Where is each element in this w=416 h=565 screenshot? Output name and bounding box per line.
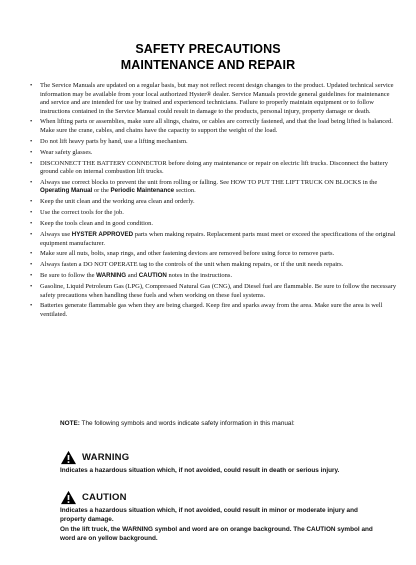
item-text: section.	[174, 187, 196, 195]
item-text: Gasoline, Liquid Petroleum Gas (LPG), Compressed Natural Gas (CNG), and Diesel fuel are flammable. Be sure to follow the necessary safety precautions when handling these fuels and when working on these fuel systems.	[40, 283, 397, 299]
caution-block	[60, 488, 380, 524]
item-text: Keep the tools clean and in good condition.	[40, 220, 154, 228]
warning-header	[60, 448, 380, 466]
list-item	[30, 118, 400, 135]
list-item	[30, 231, 400, 248]
periodic-maintenance-ref: Periodic Maintenance	[110, 187, 175, 195]
item-text: Batteries generate flammable gas when they are being charged. Keep fire and sparks away from the area. Make sure the area is well ventilated.	[40, 302, 383, 318]
list-item	[30, 250, 400, 259]
item-text: Be sure to follow the	[40, 272, 97, 280]
item-text: Use the correct tools for the job.	[40, 209, 124, 217]
warning-ref: WARNING	[96, 272, 127, 280]
item-text: The Service Manuals are updated on a regular basis, but may not reflect recent design changes to the product. Updated technical service information may be available from your local authorized Hyster® dealer. Service Manuals provide general guidelines for maintenance and service and are intended for use by trained and experienced technicians. Failure to properly maintain equipment or to follow instructions contained in the Service Manual could result in damage to the products, personal injury, property damage or death.	[40, 82, 394, 115]
caution-header	[60, 488, 380, 506]
item-text: Always use correct blocks to prevent the unit from rolling or falling. See HOW TO PUT THE LIFT TRUCK ON BLOCKS in the	[40, 178, 378, 186]
list-item	[30, 272, 400, 281]
list-item	[30, 149, 400, 158]
item-text: Do not lift heavy parts by hand, use a lifting mechanism.	[40, 137, 188, 145]
list-item	[30, 209, 400, 218]
item-text: or the	[92, 187, 111, 195]
list-item	[30, 160, 400, 177]
page-title-line1: SAFETY PRECAUTIONS	[135, 42, 281, 56]
item-text: notes in the instructions.	[166, 272, 233, 280]
warning-word: WARNING	[82, 451, 130, 463]
caution-triangle-icon	[60, 490, 77, 505]
item-text: DISCONNECT THE BATTERY CONNECTOR before doing any maintenance or repair on electric lift trucks. Disconnect the battery ground cable on internal combustion lift trucks.	[40, 159, 388, 176]
item-text: Wear safety glasses.	[40, 148, 93, 156]
list-item	[30, 138, 400, 147]
list-item	[30, 220, 400, 229]
caution-ref: CAUTION	[138, 272, 167, 280]
item-text: Keep the unit clean and the working area clean and orderly.	[40, 198, 195, 206]
note-label: NOTE:	[60, 420, 80, 427]
item-text: Always fasten a DO NOT OPERATE tag to the controls of the unit when making repairs, or if the unit needs repairs.	[40, 261, 344, 269]
list-item	[30, 198, 400, 207]
list-item	[30, 283, 400, 300]
caution-word: CAUTION	[82, 491, 127, 503]
note-paragraph	[60, 420, 376, 429]
hyster-approved-text: HYSTER APPROVED	[71, 231, 134, 239]
item-text: Always use	[40, 231, 72, 239]
warning-block	[60, 448, 380, 476]
warning-text: Indicates a hazardous situation which, if not avoided, could result in death or serious injury.	[60, 467, 340, 474]
note-text: The following symbols and words indicate safety information in this manual:	[79, 420, 295, 427]
list-item	[30, 82, 400, 116]
list-item	[30, 261, 400, 270]
item-text: parts when making repairs. Replacement parts must meet or exceed the specifications of the original equipment manufacturer.	[40, 231, 396, 247]
warning-triangle-icon	[60, 450, 77, 465]
item-text: and	[126, 272, 139, 280]
list-item	[30, 302, 400, 319]
precautions-list	[30, 82, 400, 322]
page-title-line2: MAINTENANCE AND REPAIR	[120, 58, 296, 72]
caution-text: Indicates a hazardous situation which, if not avoided, could result in minor or moderate injury and property damage.	[60, 507, 358, 523]
list-item	[30, 179, 400, 196]
item-text: When lifting parts or assemblies, make sure all slings, chains, or cables are correctly fastened, and that the load being lifted is balanced. Make sure the crane, cables, and chains have the capacity to support the weight of the load.	[40, 118, 393, 134]
symbol-colors-note: On the lift truck, the WARNING symbol and word are on orange background. The CAUTION symbol and word are on yellow background.	[60, 526, 373, 542]
item-text: Make sure all nuts, bolts, snap rings, and other fastening devices are removed before using force to remove parts.	[40, 250, 335, 258]
operating-manual-ref: Operating Manual	[40, 187, 93, 195]
